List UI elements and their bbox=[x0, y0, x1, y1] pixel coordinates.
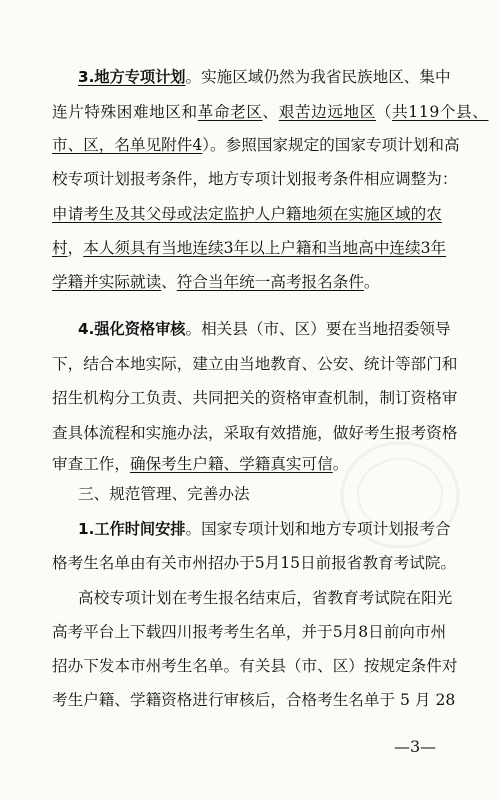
text-line-15 bbox=[52, 554, 462, 572]
text-segment: 查具体流程和实施办法，采取有效措施，做好考生报考资格 bbox=[52, 424, 458, 442]
text-segment: 招生机构分工负责、共同把关的资格审查机制，制订资格审 bbox=[52, 389, 458, 407]
text-segment: 学籍并实际就读 bbox=[52, 273, 162, 291]
text-segment: 高校专项计划在考生报名结束后，省教育考试院在阳光 bbox=[78, 589, 453, 607]
text-segment: 村 bbox=[52, 239, 68, 257]
text-segment: 高考平台上下载四川报考考生名单，并于5月8日前向市州 bbox=[52, 623, 447, 641]
text-segment: 三、规范管理、完善办法 bbox=[78, 485, 250, 503]
text-segment: （ bbox=[375, 103, 393, 121]
text-segment: 校专项计划报考条件，地方专项计划报考条件相应调整为： bbox=[52, 170, 458, 188]
text-line-7 bbox=[52, 273, 462, 291]
text-line-16 bbox=[78, 589, 488, 607]
text-line-4 bbox=[52, 170, 462, 188]
text-segment: 共119个县、 bbox=[392, 103, 489, 121]
text-segment: 、 bbox=[262, 103, 279, 121]
text-segment: 下，结合本地实际，建立由当地教育、公安、统计等部门和 bbox=[52, 355, 458, 373]
text-segment: 、 bbox=[161, 273, 177, 291]
text-segment: 3.地方专项计划 bbox=[78, 68, 186, 86]
text-line-10 bbox=[52, 389, 462, 407]
text-segment: 审查工作， bbox=[52, 455, 130, 473]
text-segment: 。 bbox=[332, 455, 349, 473]
text-segment: 确保考生户籍、学籍真实可信 bbox=[129, 455, 333, 473]
text-line-6 bbox=[52, 239, 462, 257]
text-segment: 4.强化资格审核 bbox=[78, 320, 186, 338]
page-number: —3— bbox=[394, 737, 437, 756]
text-line-18 bbox=[52, 657, 462, 675]
text-segment: 本人须具有当地连续3年以上户籍和当地高中连续3年 bbox=[83, 239, 447, 257]
text-line-14 bbox=[78, 520, 488, 538]
text-segment: 市、区，名单见附件4 bbox=[52, 136, 203, 154]
text-segment: 艰苦边远地区 bbox=[278, 103, 376, 121]
text-line-17 bbox=[52, 623, 462, 641]
text-segment: ）。参照国家规定的国家专项计划和高 bbox=[202, 136, 460, 154]
text-segment: 考生户籍、学籍资格进行审核后，合格考生名单于 5 月 28 bbox=[52, 691, 456, 709]
text-segment: 招办下发本市州考生名单。有关县（市、区）按规定条件对 bbox=[52, 657, 458, 675]
text-segment: 申请考生及其父母或法定监护人户籍地须在实施区域的农 bbox=[52, 205, 442, 223]
text-line-5 bbox=[52, 205, 462, 223]
text-line-1 bbox=[78, 68, 488, 86]
text-segment: 革命老区 bbox=[197, 103, 263, 121]
text-line-3 bbox=[52, 136, 462, 154]
text-line-2 bbox=[52, 103, 489, 121]
section-heading bbox=[78, 485, 488, 503]
text-line-9 bbox=[52, 355, 462, 373]
text-segment: 符合当年统一高考报名条件 bbox=[176, 273, 364, 291]
text-segment: 。相关县（市、区）要在当地招委领导 bbox=[185, 320, 451, 338]
text-segment: 1.工作时间安排 bbox=[78, 520, 186, 538]
text-line-19 bbox=[52, 691, 462, 709]
text-line-12 bbox=[52, 455, 462, 473]
text-segment: 。实施区域仍然为我省民族地区、集中 bbox=[185, 68, 451, 86]
text-line-8 bbox=[78, 320, 488, 338]
text-segment: 。国家专项计划和地方专项计划报考合 bbox=[185, 520, 451, 538]
text-segment: ， bbox=[67, 239, 84, 257]
text-segment: 连片特殊困难地区和 bbox=[52, 103, 198, 121]
text-segment: 。 bbox=[363, 273, 380, 291]
text-line-11 bbox=[52, 424, 462, 442]
text-segment: 格考生名单由有关市州招办于5月15日前报省教育考试院。 bbox=[52, 554, 457, 572]
